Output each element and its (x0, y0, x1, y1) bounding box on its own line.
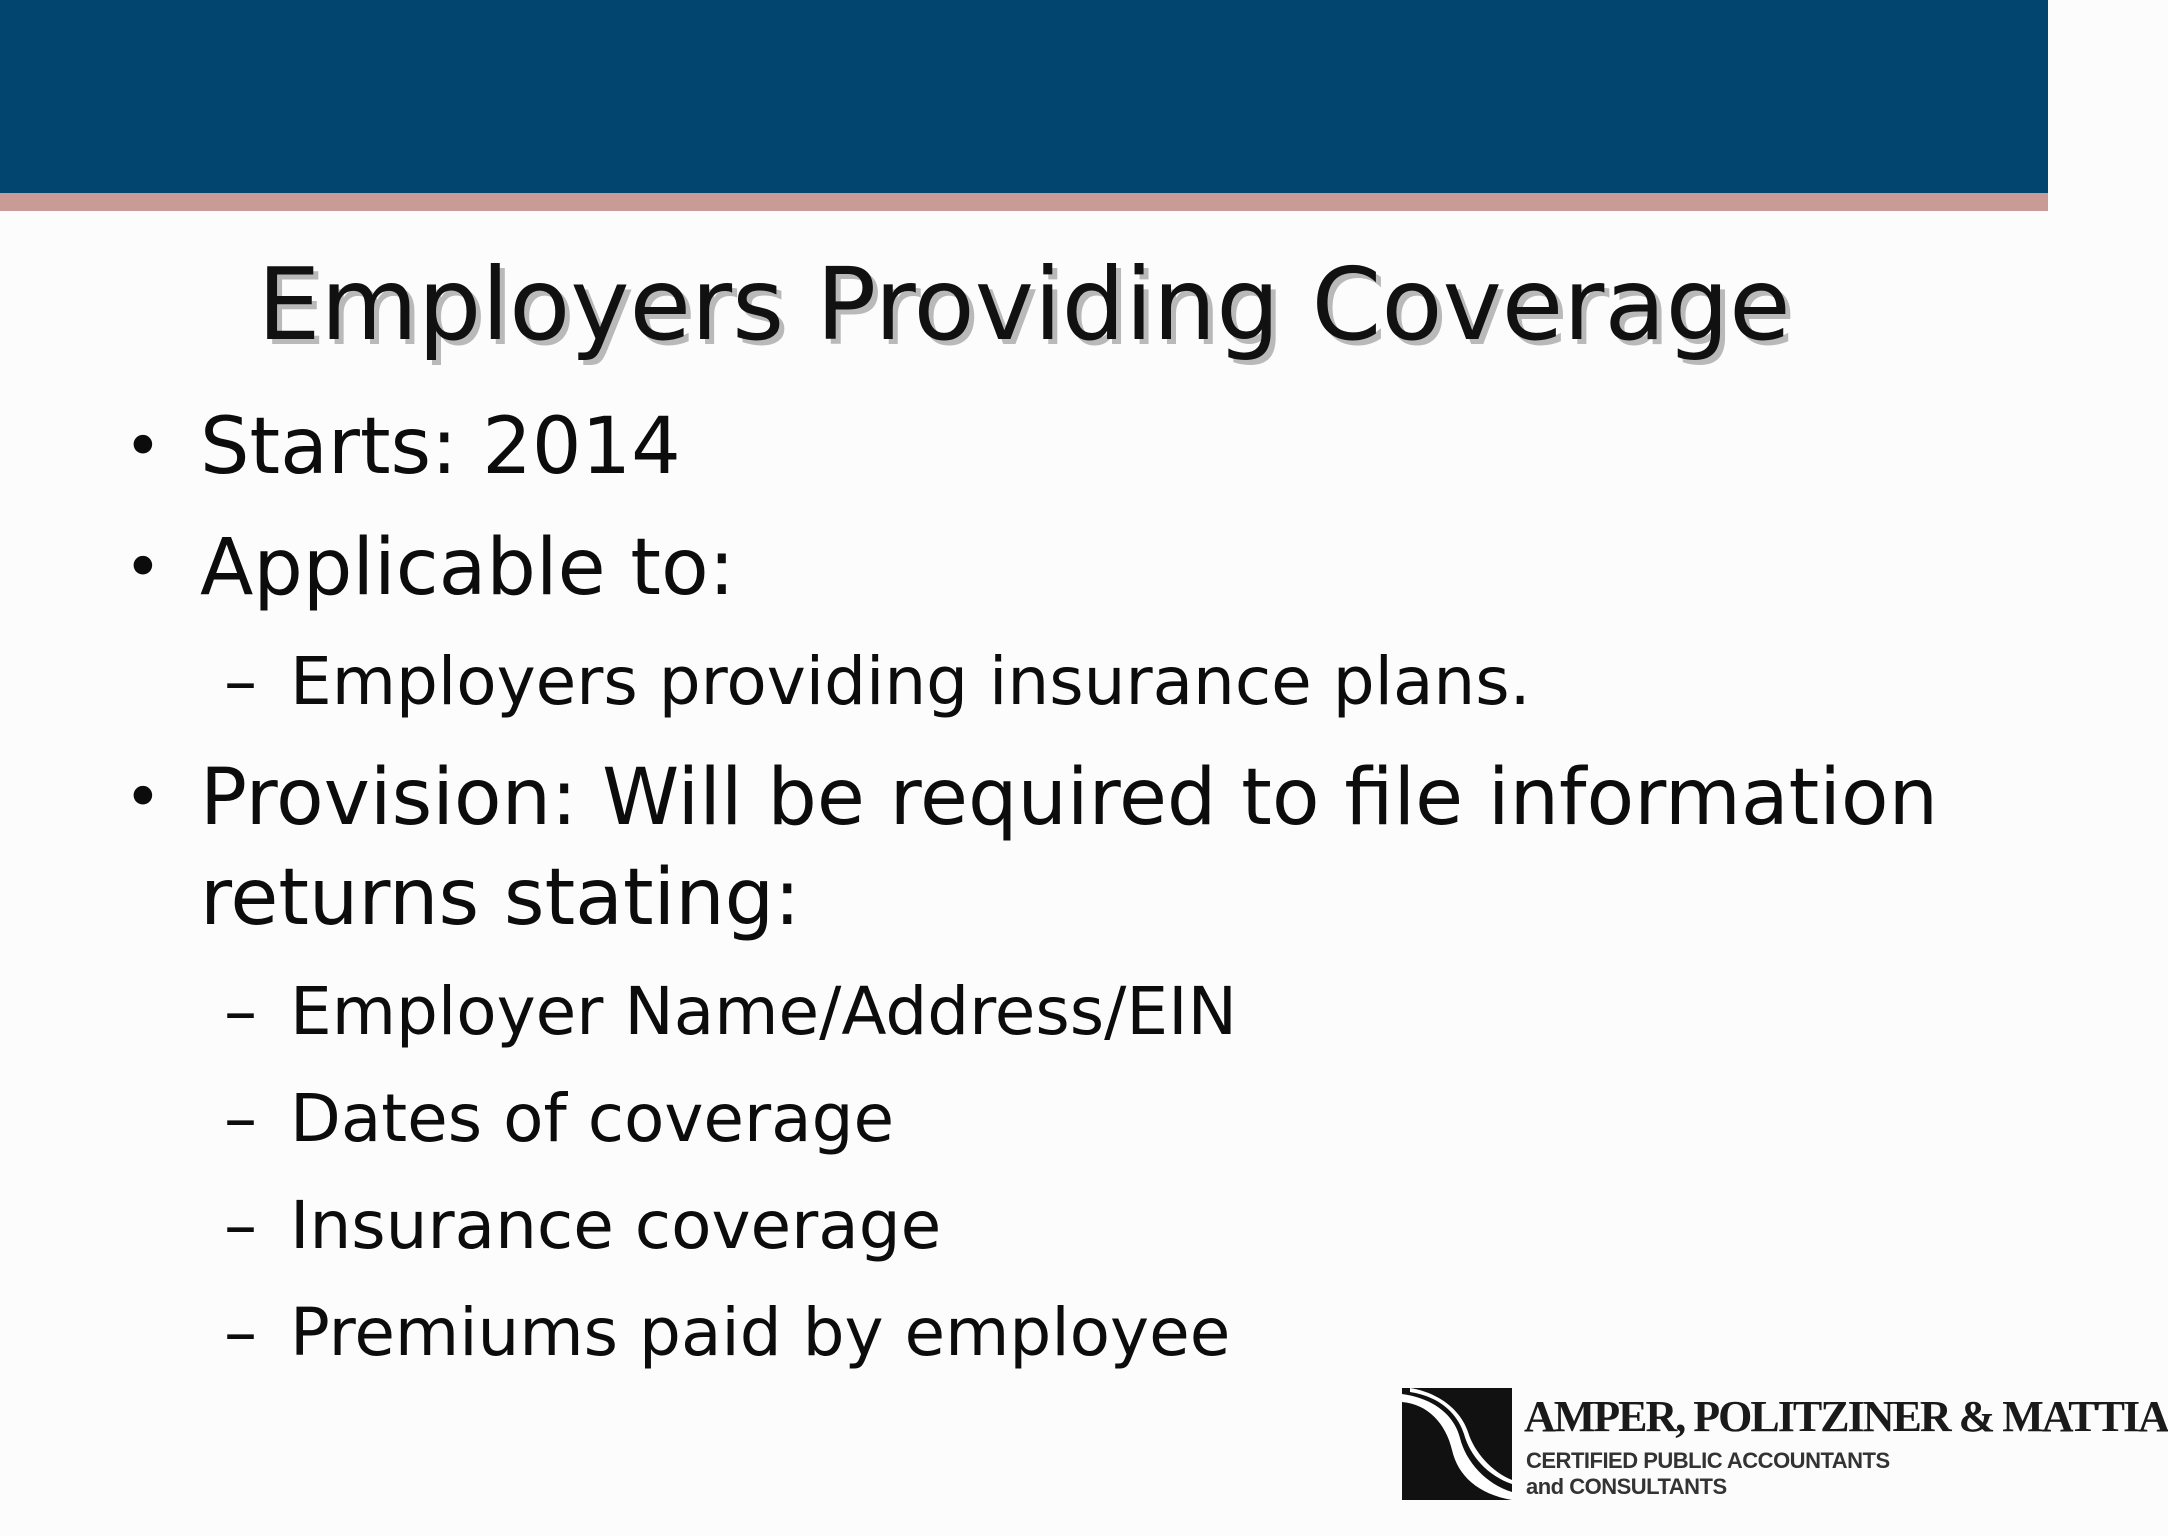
sub-bullet-item (224, 1283, 1990, 1383)
logo-tagline-line2: and CONSULTANTS (1526, 1474, 1727, 1499)
sub-bullet-text: Employer Name/Address/EIN (290, 973, 1237, 1050)
bullet-item (124, 518, 1960, 618)
bullet-text: Applicable to: (200, 523, 735, 613)
logo-tagline-line1: CERTIFIED PUBLIC ACCOUNTANTS (1526, 1448, 1890, 1473)
dash-glyph: – (224, 1080, 257, 1157)
bullet-dot: • (124, 531, 162, 605)
slide-title: Employers Providing Coverage (257, 246, 1791, 363)
bullet-text: Provision: Will be required to file information (200, 753, 1939, 843)
sub-bullet-item (224, 632, 1990, 732)
sub-bullet-item (224, 1069, 1990, 1169)
dash-glyph: – (224, 1294, 257, 1371)
sub-bullet-text: Employers providing insurance plans. (290, 643, 1531, 720)
bullet-text: returns stating: (200, 853, 801, 943)
sub-bullet-item (224, 962, 1990, 1062)
sub-bullet-text: Dates of coverage (290, 1080, 895, 1157)
bullet-text: Starts: 2014 (200, 402, 681, 492)
bullet-item (124, 748, 1960, 848)
bullet-item (124, 397, 1960, 497)
dash-glyph: – (224, 643, 257, 720)
dash-glyph: – (224, 973, 257, 1050)
company-logo (1402, 1388, 2168, 1504)
bullet-dot: • (124, 410, 162, 484)
sub-bullet-item (224, 1176, 1990, 1276)
sub-bullet-text: Insurance coverage (290, 1187, 942, 1264)
dash-glyph: – (224, 1187, 257, 1264)
sub-bullet-text: Premiums paid by employee (290, 1294, 1231, 1371)
bullet-dot: • (124, 761, 162, 835)
bullet-continuation (200, 848, 1960, 948)
logo-company-name: AMPER, POLITZINER & MATTIA (1524, 1392, 2168, 1441)
logo-mark-icon (1402, 1388, 1512, 1500)
